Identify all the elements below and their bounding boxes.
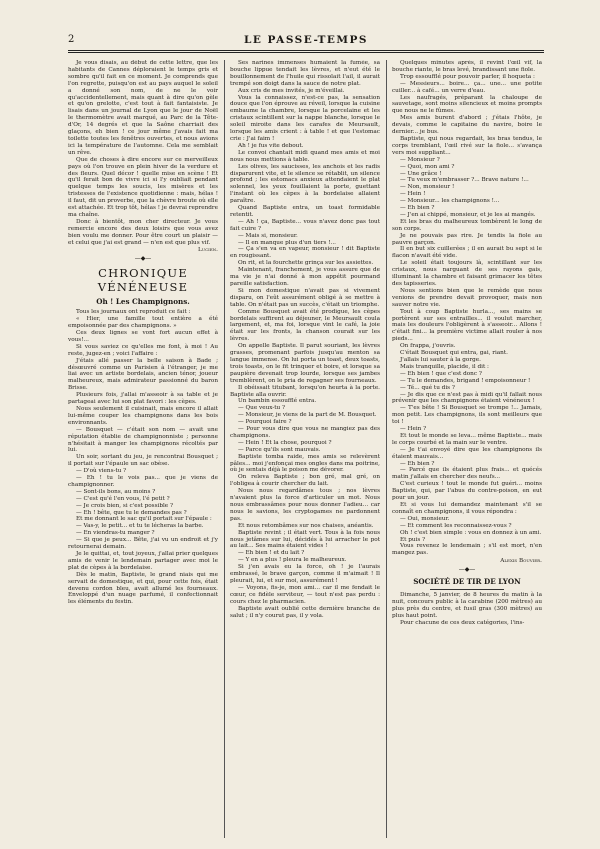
letter-signature: Lucien. <box>197 247 218 254</box>
paragraph: Dimanche, 5 janvier, de 8 heures du matin à la nuit, concours public à la carabine (200 mètres) au plus près du centre, et fusil gras (300 mètres) au plus haut point. <box>392 592 542 619</box>
paragraph: Les naufragés, préparant la chaloupe de sauvetage, sont moins silencieux et moins prompts que nous ne le fûmes. <box>392 94 542 115</box>
paragraph: — Parcé que ils étaient plus frais... et quécés matin j'allais en chercher des neufs... <box>392 467 542 481</box>
paragraph: — Voyons, fis-je, mon ami... car il me fendait le cœur, ce fidèle serviteur, — tout n'est pas perdu : cours chez le pharmacien. <box>230 584 380 605</box>
paragraph: Vous la connaissez, n'est-ce pas, la sensation douce que l'on éprouve au réveil, lorsque la cuisine embaume la chambre, lorsque la porcelaine et les cristaux scintillent sur la nappe blanche, lorsque le soleil miroite dans les carafes de Meursault, lorsque les amis crient : à table ! et que l'estomac crie : J'ai faim ! <box>230 94 380 142</box>
paragraph: Baptiste tomba raide, mes amis se relevèrent pâles... moi j'enfonçai mes ongles dans ma poitrine, où je sentais déjà le poison me dévorer. <box>230 453 380 474</box>
column-divider <box>224 60 225 838</box>
paragraph: — Hein ! <box>400 191 426 198</box>
paragraph: — T'es bête ! Si Bousquet se trompe !... Jamais, mon petit. Les champignons, ils sont meilleurs que toi ! <box>392 405 542 426</box>
paragraph: Que de choses à dire encore sur ce merveilleux pays où l'on trouve en plein hiver de la verdure et des fleurs. Quel décor ! quelle mise en scène ! Et qu'il ferait bon de vivre ici si l'y oubliait pendant quelque temps les soucis, les misères et les tristesses de l'existence quotidienne : mais, hélas ! il faut, dit un proverbe, que la chèvre broute où elle est attachée. Et trop tôt, hélas ! je devrai reprendre ma chaîne. <box>68 156 218 218</box>
paragraph: Quelques minutes après, il revint l'œil vif, la bouche riante, le bras levé, brandissant une fiole. <box>392 60 542 73</box>
paragraph: Plusieurs fois, j'allai m'asseoir à sa table et je partageai avec lui son plat favori : les cèpes. <box>68 392 218 406</box>
paragraph: Dès le matin, Baptiste, le grand niais qui me servait de domestique, et qui, pour cette fois, était devenu cordon bleu, avait allumé les fourneaux. Enveloppé d'un nuage parfumé, il confectionnait les éléments du festin. <box>68 571 218 606</box>
paragraph: Nous seulement il cuisinait, mais encore il allait lui-même couper les champignons dans les bois environnants. <box>68 405 218 426</box>
paragraph: Pour chacune de ces deux catégories, l'ins- <box>400 619 525 626</box>
paragraph: Je le quittai, et, tout joyeux, j'allai prier quelques amis de venir le lendemain partager avec moi le plat de cèpes à la bordelaise. <box>68 551 218 571</box>
paragraph: Baptiste, qui nous regardait, les bras tendus, le corps tremblant, l'œil rivé sur la fiole... s'avança vers moi suppliant... <box>392 135 542 156</box>
paragraph: — Je dis que ce n'est pas à midi qu'il fallait nous prévenir que les champignons étaient vénéneux ! <box>392 391 542 405</box>
paragraph: — Mais si, monsieur. <box>238 232 298 239</box>
story-text <box>230 60 380 619</box>
paragraph: — Eh bien ? <box>400 205 435 212</box>
paragraph: « Hier, une famille tout entière a été empoisonnée par des champignons. » <box>68 316 218 330</box>
paragraph: On releva Baptiste ; bon gré, mal gré, on l'obligea à courir chercher du lait. <box>230 474 380 488</box>
paragraph: — Non, monsieur ! <box>400 184 455 191</box>
paragraph: Oh ! c'est bien simple : vous en donnez à un ami. <box>400 529 542 536</box>
column-3 <box>392 60 542 838</box>
paragraph: — Pourquoi faire ? <box>238 419 292 426</box>
paragraph: Le convoi chantait midi quand mes amis et moi nous nous mettions à table. <box>230 149 380 163</box>
paragraph: Et tout le monde se leva... même Baptiste... mais le corps courbé et la main sur le ventre. <box>392 432 542 446</box>
paragraph: Je vous disais, au début de cette lettre, que les habitants de Cannes déploraient le temps gris et sombre qu'il fait en ce moment. Je comprends que l'on regrette, puisqu'on est au pays auquel le soleil a donné son nom, de ne le voir qu'accidentellement, mais quant à dire qu'on gèle et qu'on grelotte, c'est tout à fait fantaisiste. Je lisais dans un journal de Lyon que le jour de Noël le thermomètre avait marqué, au Parc de la Tête-d'Or, 14 degrés et que la Saône charriait des glaçons, eh bien ! ce jour même j'avais fait ma toilette toutes les fenêtres ouvertes, et nous avions ici la température de l'automne. Cela me semblait un rêve. <box>68 60 218 156</box>
paragraph: — Et comment les reconnaissez-vous ? <box>400 522 512 529</box>
paragraph: Trop essoufflé pour pouvoir parler, il hoqueta : <box>400 73 535 80</box>
paragraph: Baptiste avait oublié cette dernière branche de salut ; il n'y courut pas, il y vola. <box>230 605 380 619</box>
paragraph: Et nous retombâmes sur nos chaises, anéantis. <box>238 522 374 529</box>
column-2 <box>230 60 380 838</box>
paragraph: — Eh bien ! et du lait ? <box>238 550 305 557</box>
paragraph: — Monsieur, je viens de la part de M. Bousquet. <box>238 412 377 419</box>
paragraph: Aux cris de mes invités, je m'éveillai. <box>238 87 345 94</box>
paragraph: Et me donnant le sac qu'il portait sur l'épaule : <box>76 516 212 523</box>
paragraph: — Y en a plus ! pleura le malheureux. <box>238 557 347 564</box>
title-underline <box>430 589 504 590</box>
paragraph: — D'où viens-tu ? <box>76 468 127 475</box>
paragraph: — Il en manque plus d'un tiers !... <box>238 239 336 246</box>
paragraph: — Que veux-tu ? <box>238 405 286 412</box>
paragraph: Si j'en avais eu la force, oh ! je l'aurais embrassé, le brave garçon, comme il m'aimait ! Il pleurait, lui, et sur moi, assurément ! <box>230 564 380 584</box>
paragraph: — Tu veux m'embrasser ?... Brave nature !... <box>400 177 529 184</box>
paragraph: — Sont-ils bons, au moins ? <box>76 488 156 495</box>
paragraph: — Si que je peux... Bête, j'ai vu un endroit et j'y retournerai demain. <box>68 537 218 551</box>
paragraph: — Eh ! tu le vois pas... que je viens de champignonner. <box>68 475 218 488</box>
paragraph: — Ça s'en va en vapeur, monsieur ! dit Baptiste en rougissant. <box>230 246 380 260</box>
paragraph: Tout à coup Baptiste hurla..., ses mains se portèrent sur ses entrailles... il voulut marcher, mais les douleurs l'obligèrent à s'asseoir... Allons ! c'était fini... la première victime allait rouler à nos pieds... <box>392 308 542 343</box>
paragraph: Ces deux lignes se vont fort aucun effet à vous!... <box>68 330 218 343</box>
paragraph: Donc à bientôt, mon cher directeur. Je vous remercie encore des deux loisirs que vous avez bien voulu me donner. Pour être court un plaisir — et celui que j'ai est grand — n'en est que plus vif. <box>68 218 218 246</box>
paragraph: J'étais allé passer la belle saison à Bade ; désœuvré comme un Parisien à l'étranger, je me liai avec un artiste bordelais, ancien ténor, joueur malheureux, mais admirateur passionné du baron Brisse. <box>68 357 218 392</box>
paragraph: Mais tranquille, placide, il dit : <box>400 363 489 370</box>
paragraph: — J'en ai chippé, monsieur, et je les ai mangés. <box>400 211 536 218</box>
paragraph: On appelle Baptiste. Il parut souriant, les lèvres grasses, promenant parfois jusqu'au menton sa langue immense. On lui porta un toast, deux toasts, trois toasts, on le fit trinquer et boire, et lorsque sa paupière devenait trop lourde, lorsque ses jambes tremblèrent, on le pria de regagner ses fourneaux. <box>230 343 380 384</box>
page-header <box>68 34 544 48</box>
story-title: Oh ! Les Champignons. <box>96 297 190 307</box>
paragraph: Le soleil était toujours là, scintillant sur les cristaux, nous narguant de ses rayons gais, illuminant la chambre et faisant grimacer les têtes des tapisseries. <box>392 260 542 287</box>
paragraph: — Eh ! bête, que tu le demandes pas ? <box>76 509 187 516</box>
paragraph: Il en but six cuillerées ; il en aurait bu sept si le flacon n'avait été vide. <box>392 246 542 260</box>
journal-title: LE PASSE-TEMPS <box>244 34 368 46</box>
paragraph: — Parce qu'ils sont mauvais. <box>238 446 321 453</box>
paragraph: On rit, et la fourchette grinça sur les assiettes. <box>238 260 374 267</box>
paragraph: — Ah ! ça, Baptiste... vous n'avez donc pas tout fait cuire ? <box>230 218 380 232</box>
header-rule <box>68 52 544 53</box>
paragraph: Et les bras du malheureux tombèrent le long de son corps. <box>392 218 542 232</box>
paragraph: Mes amis burent d'abord ; j'étais l'hôte, je devais, comme le capitaine du navire, boire le dernier... je bus. <box>392 115 542 136</box>
paragraph: Ses narines immenses humaient la fumée, sa bouche lippue tendait les lèvres, et n'eut été le bouillonnement de l'huile qui rissolait l'ail, il aurait trempé son doigt dans la sauce de notre plat. <box>230 60 380 87</box>
ornament-divider: —◆— <box>134 255 152 263</box>
paragraph: — Oui, monsieur. <box>400 515 450 522</box>
paragraph: Et puis ? <box>400 536 426 543</box>
paragraph: Il obéissait titubant, lorsqu'on heurta à la porte. Baptiste alla ouvrir. <box>230 384 380 398</box>
story-signature: Alexis Bouvier. <box>500 558 542 565</box>
column-divider <box>386 60 387 838</box>
paragraph: — Bousquet — c'était son nom — avait une réputation établie de champignonniste ; personne n'hésitait à manger les champignons récoltés par lui. <box>68 426 218 454</box>
paragraph: — En viendras-tu manger ? <box>76 530 155 537</box>
story-text <box>68 309 218 606</box>
story-text <box>392 60 542 557</box>
paragraph: Nous nous regardâmes tous ; nos lèvres n'avaient plus la force d'articuler un mot. Nous nous embrassâmes pour nous donner l'adieu... car nous le savions, les cryptogames ne pardonnent pas. <box>230 488 380 522</box>
paragraph: — Eh bien ! que c'est donc ? <box>400 370 482 377</box>
paragraph: — Monsieur ? <box>400 156 440 163</box>
paragraph: C'est curieux ! tout le monde fut guéri... moins Baptiste, qui, par l'abus du contre-poison, en eut pour un jour. <box>392 481 542 502</box>
paragraph: Baptiste revint ; il était vert. Tous à la fois nous nous jetâmes sur lui, décidés à lui arracher le pot au lait... Ses mains étaient vides ! <box>230 529 380 550</box>
paragraph: Quand Baptiste entra, un toast formidable retentit. <box>230 205 380 218</box>
column-1 <box>68 60 218 838</box>
paragraph: Si vous saviez ce qu'elles me font, à moi ! Au reste, jugez-en ; voici l'affaire : <box>68 343 218 357</box>
paragraph: Je ne pouvais pas rire. Je tendis la fiole au pauvre garçon. <box>392 232 542 246</box>
paragraph: C'était Bousquet qui entra, gai, riant. <box>400 350 508 357</box>
paragraph: Et si vous lui demandez maintenant s'il se connaît en champignons, il vous répondra : <box>392 502 542 515</box>
notice-title: SOCIÉTÉ DE TIR DE LYON <box>413 577 521 587</box>
paragraph: Si mon domestique n'avait pas si vivement disparu, on l'eût assurément obligé à se mettre à table. On n'était pas un succès, c'était un triomphe. <box>230 287 380 308</box>
paragraph: — Je t'ai envoyé dire que les champignons ils étaient mauvais... <box>392 446 542 460</box>
paragraph: — Hein ? <box>400 426 427 433</box>
paragraph: Comme Bousquet avait été prodigue, les cèpes bordelais suffirent au déjeuner, le Meursault coula largement, et, ma foi, lorsque vint le café, la joie était sur les fronts, la chanson courait sur les lèvres. <box>230 308 380 343</box>
paragraph: Tous les journaux ont reproduit ce fait : <box>76 309 191 316</box>
paragraph: — Té... qué tu dis ? <box>400 384 455 391</box>
paragraph: — Quoi, mon ami ? <box>400 163 455 170</box>
ornament-divider: —◆— <box>458 566 476 574</box>
paragraph: — C'est qu'é l'en vous, l'é petit ? <box>76 495 170 502</box>
paragraph: Nous sentions bien que le remède que nous venions de prendre devait provoquer, mais non sauver notre vie. <box>392 287 542 308</box>
paragraph: — Eh bien ? <box>400 460 435 467</box>
paragraph: Vous revenez le lendemain ; s'il est mort, n'en mangez pas. <box>392 543 542 557</box>
page-number: 2 <box>68 34 75 45</box>
paragraph: — Une grâce ! <box>400 170 442 177</box>
section-title: CHRONIQUE VÉNÉNEUSE <box>97 266 189 295</box>
header-rule <box>68 50 544 51</box>
paragraph: Un soir, sortant du jeu, je rencontrai Bousquet ; il portait sur l'épaule un sac obèse. <box>68 454 218 468</box>
paragraph: — Monsieur... les champignons !... <box>400 198 500 205</box>
paragraph: — Messieurs... boire... ça... une... une potite cuiller... à café... un verre d'eau. <box>392 80 542 94</box>
paragraph: — Hein ! Et la chose, pourquoi ? <box>238 439 332 446</box>
paragraph: — Tu le demandes, brigand ! empoisonneur ! <box>400 377 531 384</box>
paragraph: Maintenant, franchement, je vous assure que de ma vie je n'ai donné à mon appétit pourmand pareille satisfaction. <box>230 267 380 287</box>
paragraph: — Pour vous dire que vous ne mangiez pas des champignons. <box>230 426 380 439</box>
paragraph: J'allais lui sauter à la gorge. <box>400 356 481 363</box>
paragraph: On frappa, j'ouvris. <box>400 343 456 350</box>
paragraph: Un bambin essoufflé entra. <box>238 398 317 405</box>
paragraph: Ah ! je fus vite debout. <box>238 142 304 149</box>
paragraph: Les olives, les saucisses, les anchois et les radis disparurent vite, et le silence se rétablit, un silence profond ; les estomacs anxieux attendaient le plat solennel, les yeux fouillaient la porte, guettant l'instant où les cèpes à la bordelaise allaient paraître. <box>230 163 380 205</box>
paragraph: — Je crois bien, si c'est possible ? <box>76 502 174 509</box>
notice-text <box>392 592 542 627</box>
paragraph: — Vas-y, le petit... et tu te lécheras la barbe. <box>76 523 204 530</box>
